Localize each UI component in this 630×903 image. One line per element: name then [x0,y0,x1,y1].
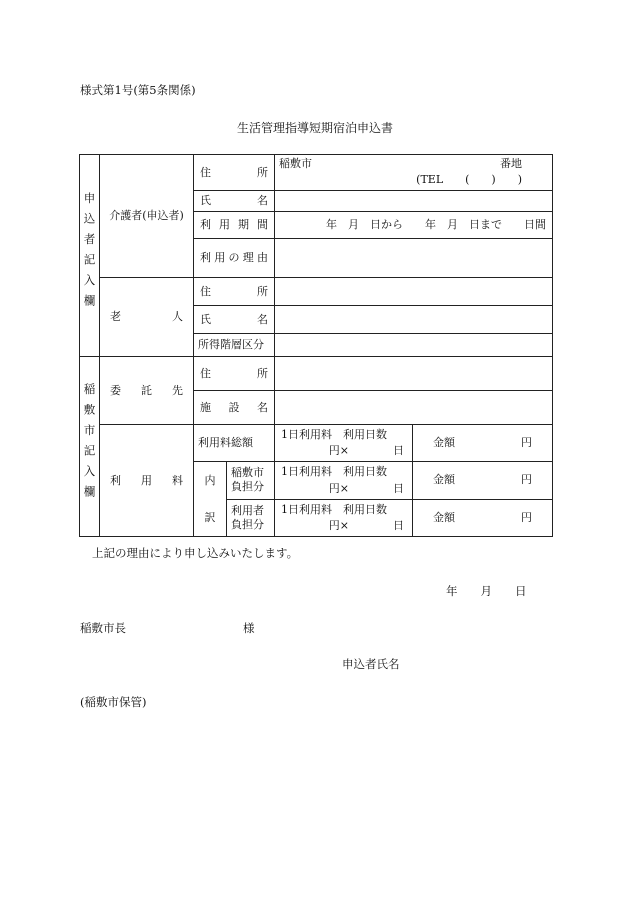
fee-total-calc[interactable] [275,425,413,462]
contractor-address-row [80,357,553,391]
amount-label: 金額 [433,473,455,487]
caregiver-label: 介護者(申込者) [100,155,194,278]
amount-label: 金額 [433,436,455,449]
amount-unit: 円 [521,510,532,524]
reason-field[interactable] [275,239,553,278]
storage-note: (稲敷市保管) [80,695,147,709]
statement: 上記の理由により申し込みいたします。 [92,546,299,560]
elderly-address-row [80,278,553,306]
contractor-address-label: 住 所 [194,357,275,391]
facility-label: 施設名 [194,391,275,425]
amount-unit: 円 [521,473,532,487]
elderly-name-field[interactable] [275,306,553,334]
elderly-name-label: 氏 名 [194,306,275,334]
document-title: 生活管理指導短期宿泊申込書 [236,121,393,135]
form-number: 様式第1号(第5条関係) [80,83,196,97]
city-burden-label: 稲敷市負担分 [227,462,275,500]
user-burden-amount[interactable] [413,499,553,537]
address-city: 稲敷市 [279,157,312,170]
amount-unit: 円 [521,436,532,449]
caregiver-name-label: 氏 名 [194,191,275,212]
period-field[interactable]: 年 月 日から 年 月 日まで 日間 [275,212,553,239]
caregiver-address-row [80,155,553,191]
calc-bottom: 円× 日 [328,519,404,532]
breakdown-wake: 訳 [204,511,216,524]
fee-total-row [80,425,553,462]
calc-bottom: 円× 日 [328,444,404,457]
fee-total-amount[interactable] [413,425,553,462]
calc-top: 1日利用料 利用日数 [281,465,387,478]
breakdown-label [194,462,227,537]
caregiver-name-field[interactable] [275,191,553,212]
elderly-label: 老 人 [100,278,194,357]
income-field[interactable] [275,334,553,357]
user-burden-calc[interactable] [275,499,413,537]
amount-label: 金額 [433,510,455,524]
elderly-address-label: 住 所 [194,278,275,306]
income-label: 所得階層区分 [194,334,275,357]
city-section-label: 稲敷市記入欄 [82,383,97,506]
date-line[interactable]: 年 月 日 [446,584,527,598]
caregiver-address-label: 住 所 [194,155,275,191]
caregiver-address-field[interactable] [275,155,553,191]
facility-field[interactable] [275,391,553,425]
fee-total-label: 利用料総額 [194,425,275,462]
calc-bottom: 円× 日 [328,481,404,495]
applicant-name-label[interactable]: 申込者氏名 [342,657,400,671]
address-banchi: 番地 [500,157,522,170]
applicant-section-label-cell [80,155,100,357]
elderly-address-field[interactable] [275,278,553,306]
period-label: 利用期間 [194,212,275,239]
address-tel: (TEL ( ) ) [416,173,522,186]
city-burden-calc[interactable] [275,462,413,500]
applicant-section-label: 申込者記入欄 [82,192,97,315]
addressee: 稲敷市長 [80,621,126,635]
application-form-table [79,154,553,537]
honorific: 様 [243,621,255,635]
calc-top: 1日利用料 利用日数 [281,502,387,516]
breakdown-uchi: 内 [204,474,216,487]
contractor-label: 委 託 先 [100,357,194,425]
reason-label: 利用の理由 [194,239,275,278]
user-burden-label: 利用者負担分 [227,499,275,537]
city-section-label-cell [80,357,100,537]
calc-top: 1日利用料 利用日数 [281,428,387,441]
contractor-address-field[interactable] [275,357,553,391]
fee-label: 利 用 料 [100,425,194,537]
city-burden-amount[interactable] [413,462,553,500]
